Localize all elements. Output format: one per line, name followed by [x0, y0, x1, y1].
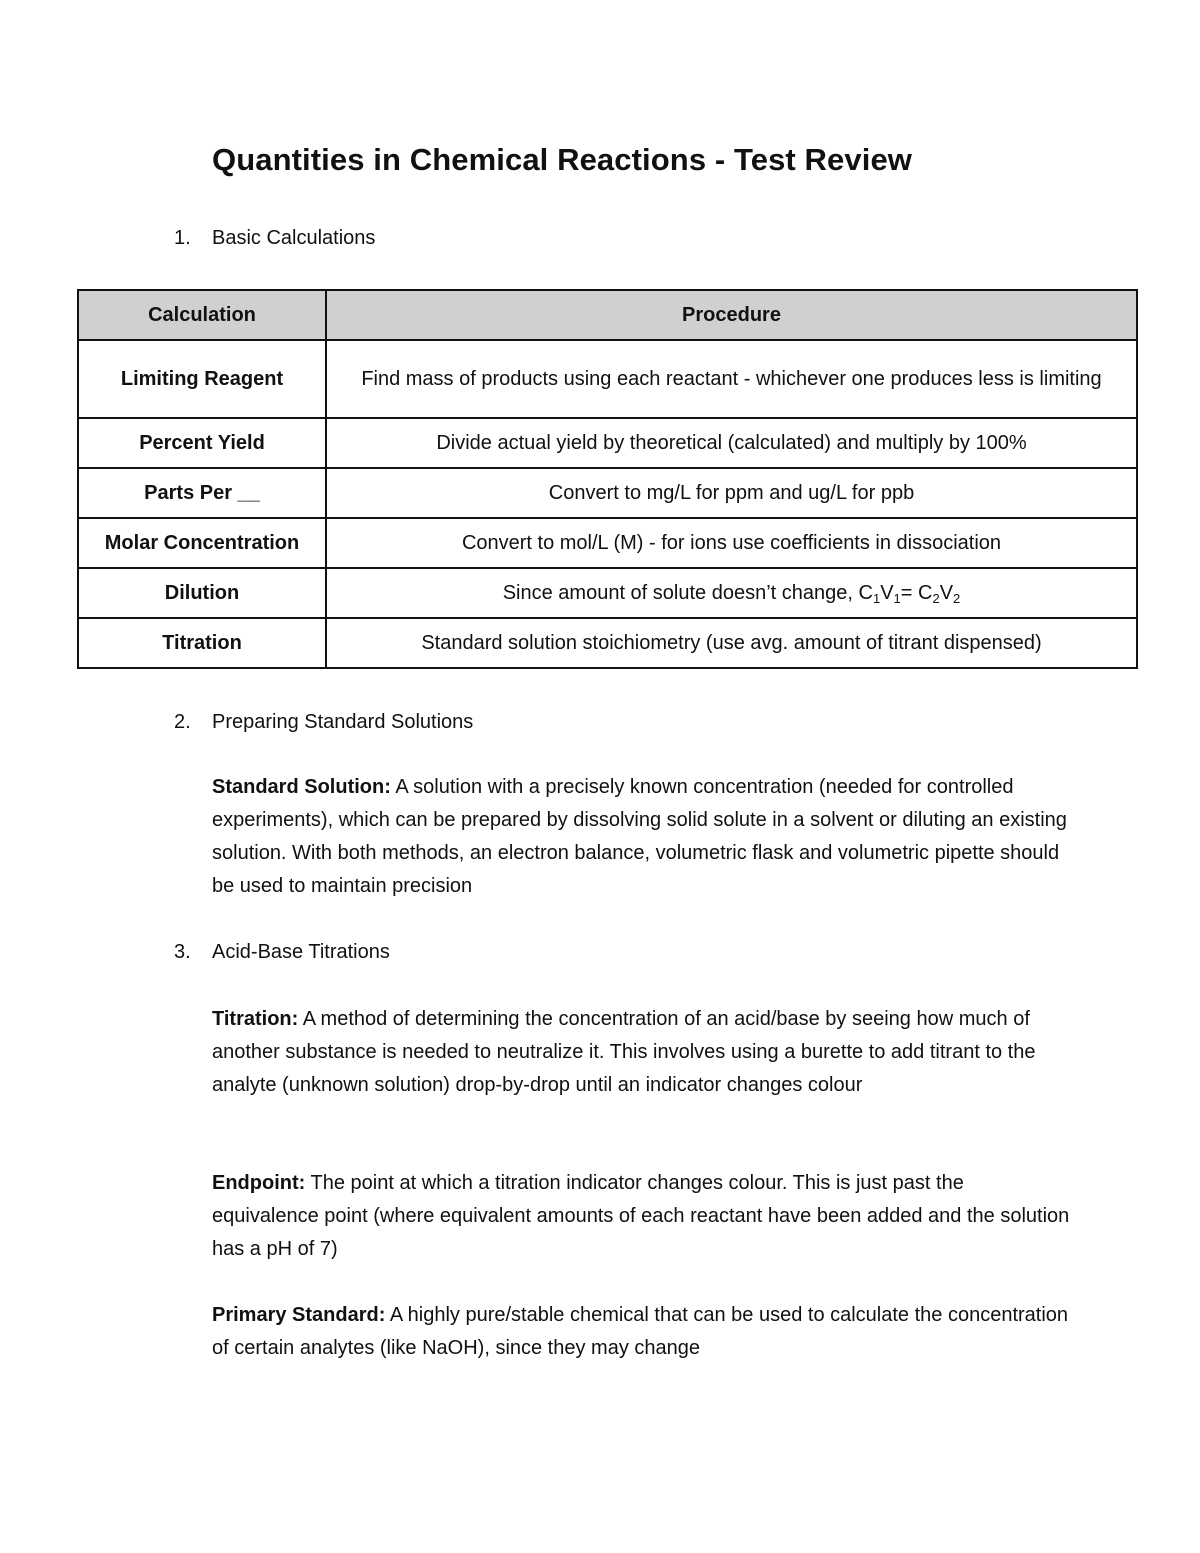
table-row	[78, 618, 1137, 668]
definition-primary-standard	[212, 1299, 1072, 1365]
definition-text: A solution with a precisely known concentration (needed for controlled experiments), which can be prepared by dissolving solid solute in a solvent or diluting an existing solution. With both methods, an electron balance, volumetric flask and volumetric pipette should be used to maintain precision	[212, 776, 1067, 897]
section-number-3: 3.	[174, 941, 191, 963]
table-header-row	[78, 290, 1137, 340]
calculation-procedure	[326, 568, 1137, 618]
definition-standard-solution	[212, 771, 1072, 903]
table-row	[78, 518, 1137, 568]
definition-text: A highly pure/stable chemical that can be used to calculate the concentration of certain analytes (like NaOH), since they may change	[212, 1304, 1069, 1359]
section-number-1: 1.	[174, 227, 191, 249]
definition-titration	[212, 1003, 1072, 1102]
calculation-procedure: Divide actual yield by theoretical (calculated) and multiply by 100%	[326, 418, 1137, 468]
section-number-2: 2.	[174, 711, 191, 733]
section-heading-standard-solutions: Preparing Standard Solutions	[212, 711, 474, 733]
dilution-text: Since amount of solute doesn’t change,	[502, 582, 859, 604]
calculation-name: Limiting Reagent	[78, 340, 326, 418]
calculation-procedure: Find mass of products using each reactant - whichever one produces less is limiting	[326, 340, 1137, 418]
calculation-procedure: Convert to mg/L for ppm and ug/L for ppb	[326, 468, 1137, 518]
definition-term: Standard Solution:	[212, 776, 391, 798]
table-row	[78, 568, 1137, 618]
calculation-name: Dilution	[78, 568, 326, 618]
table-row	[78, 418, 1137, 468]
dilution-formula: $C_1V_1= C_2V_2$	[858, 582, 961, 606]
table-row	[78, 468, 1137, 518]
table-row	[78, 340, 1137, 418]
definition-term: Titration:	[212, 1008, 299, 1030]
calculation-name: Percent Yield	[78, 418, 326, 468]
calculation-name: Molar Concentration	[78, 518, 326, 568]
header-procedure: Procedure	[326, 290, 1137, 340]
section-heading-basic-calculations: Basic Calculations	[212, 227, 376, 249]
calculation-procedure: Standard solution stoichiometry (use avg. amount of titrant dispensed)	[326, 618, 1137, 668]
calculation-procedure: Convert to mol/L (M) - for ions use coefficients in dissociation	[326, 518, 1137, 568]
definition-term: Primary Standard:	[212, 1304, 386, 1326]
definition-term: Endpoint:	[212, 1172, 306, 1194]
definition-endpoint	[212, 1167, 1072, 1266]
page-title: Quantities in Chemical Reactions - Test Review	[212, 142, 912, 177]
calculation-name: Titration	[78, 618, 326, 668]
basic-calculations-table	[77, 289, 1138, 669]
section-heading-acid-base-titrations: Acid-Base Titrations	[212, 941, 390, 963]
header-calculation: Calculation	[78, 290, 326, 340]
definition-text: The point at which a titration indicator changes colour. This is just past the equivalence point (where equivalent amounts of each reactant have been added and the solution has a pH of 7)	[212, 1172, 1070, 1260]
definition-text: A method of determining the concentration of an acid/base by seeing how much of another substance is needed to neutralize it. This involves using a burette to add titrant to the analyte (unknown solution) drop-by-drop until an indicator changes colour	[212, 1008, 1036, 1096]
calculation-name: Parts Per __	[78, 468, 326, 518]
